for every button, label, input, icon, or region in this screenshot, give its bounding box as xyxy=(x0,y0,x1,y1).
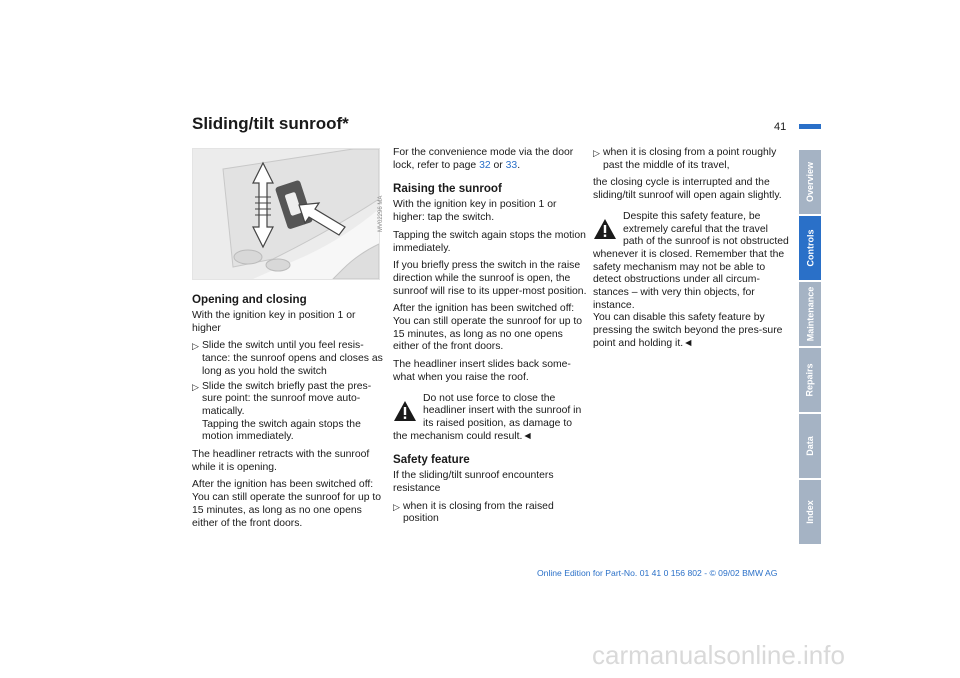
warning-triangle-icon xyxy=(393,400,417,422)
bullet-subtext: Tapping the switch again stops the motion immediately. xyxy=(202,418,361,443)
tab-label: Index xyxy=(805,500,816,524)
sunroof-switch-drawing xyxy=(193,149,379,279)
bullet-triangle-icon: ▷ xyxy=(192,341,199,352)
bullet-text: Slide the switch briefly past the pres-sure point: the sunroof move auto-matically. xyxy=(202,380,372,417)
column-1 xyxy=(192,293,384,535)
paragraph xyxy=(393,147,589,172)
tab-index[interactable] xyxy=(799,480,821,544)
warning-text-first: Despite this safety feature, be xyxy=(623,210,761,222)
paragraph: The headliner insert slides back some-what when you raise the roof. xyxy=(393,359,571,383)
warning-note xyxy=(393,393,589,444)
bullet-text: Slide the switch until you feel resis-tance: the sunroof opens and closes as long as you hold the switch xyxy=(202,340,383,377)
tab-controls[interactable] xyxy=(799,216,821,280)
paragraph: With the ignition key in position 1 or higher: tap the switch. xyxy=(393,199,557,224)
warning-text: headliner insert with the sunroof in its raised position, as damage to the mechanism could result. xyxy=(393,405,582,442)
text: or xyxy=(490,159,506,171)
footer-edition-note: Online Edition for Part-No. 01 41 0 156 802 - © 09/02 BMW AG xyxy=(537,568,778,578)
tab-data[interactable] xyxy=(799,414,821,478)
tab-label: Repairs xyxy=(805,363,815,397)
heading-opening-closing: Opening and closing xyxy=(192,293,307,306)
paragraph: With the ignition key in position 1 or higher xyxy=(192,310,356,334)
paragraph: After the ignition has been switched off: You can still operate the sunroof for up to 15 minutes, as long as no one opens either of the front doors. xyxy=(192,479,382,529)
bullet-item xyxy=(192,340,384,378)
paragraph: the closing cycle is interrupted and the sliding/tilt sunroof will open again slightly. xyxy=(593,177,782,202)
tab-repairs[interactable] xyxy=(799,348,821,412)
page-title: Sliding/tilt sunroof* xyxy=(192,114,349,133)
paragraph: After the ignition has been switched off: You can still operate the sunroof for up to 15 minutes, as long as no one opens either of the front doors. xyxy=(393,303,583,353)
bullet-item xyxy=(593,147,789,172)
page-number: 41 xyxy=(774,121,787,133)
column-2 xyxy=(393,147,589,528)
tab-label: Data xyxy=(804,436,815,456)
text: You can disable this safety feature by pressing the switch beyond the pres-sure point and holding it. xyxy=(593,312,783,349)
tab-overview[interactable] xyxy=(799,150,821,214)
paragraph: Tapping the switch again stops the motion immediately. xyxy=(393,229,586,254)
paragraph: If you briefly press the switch in the raise direction while the sunroof is open, the sunroof will rise to its upper-most position. xyxy=(393,260,587,297)
page-link-33[interactable]: 33 xyxy=(505,159,518,171)
warning-note xyxy=(593,211,789,351)
bullet-item xyxy=(192,381,384,445)
watermark: carmanualsonline.info xyxy=(592,640,845,670)
bullet-text: when it is closing from the raised position xyxy=(403,500,554,525)
warning-text: extremely careful that the travel path of the sunroof is not obstructed whenever it is closed. Remember that the safety mechanism may not be able to detect obstructions under all circum-stances – with very thin objects, for instance. xyxy=(593,223,789,311)
heading-safety-feature: Safety feature xyxy=(393,453,470,467)
sunroof-switch-illustration xyxy=(192,148,380,280)
heading-raising-sunroof: Raising the sunroof xyxy=(393,182,502,196)
bullet-text: when it is closing from a point roughly past the middle of its travel, xyxy=(603,147,777,171)
paragraph: The headliner retracts with the sunroof while it is opening. xyxy=(192,449,370,473)
text: . xyxy=(517,159,521,171)
end-mark: ◄ xyxy=(683,337,694,349)
warning-triangle-icon xyxy=(593,218,617,240)
warning-text-first: Do not use force to close the xyxy=(423,392,556,404)
tab-label: Controls xyxy=(805,229,815,267)
bullet-item xyxy=(393,501,589,526)
page-link-32[interactable]: 32 xyxy=(479,159,491,171)
bullet-triangle-icon: ▷ xyxy=(192,381,199,392)
bullet-triangle-icon: ▷ xyxy=(593,148,600,158)
image-code: MV02296 MA xyxy=(378,195,384,232)
end-mark: ◄ xyxy=(522,430,533,442)
tab-label: Maintenance xyxy=(805,286,816,342)
page-number-bar xyxy=(799,124,821,129)
tab-label: Overview xyxy=(805,161,815,203)
text: For the convenience mode via the door lock, refer to page xyxy=(393,147,574,171)
warning-text-2 xyxy=(593,312,789,350)
paragraph: If the sliding/tilt sunroof encounters resistance xyxy=(393,470,554,495)
column-3 xyxy=(593,147,789,356)
tab-maintenance[interactable] xyxy=(799,282,821,346)
bullet-triangle-icon: ▷ xyxy=(393,501,400,512)
